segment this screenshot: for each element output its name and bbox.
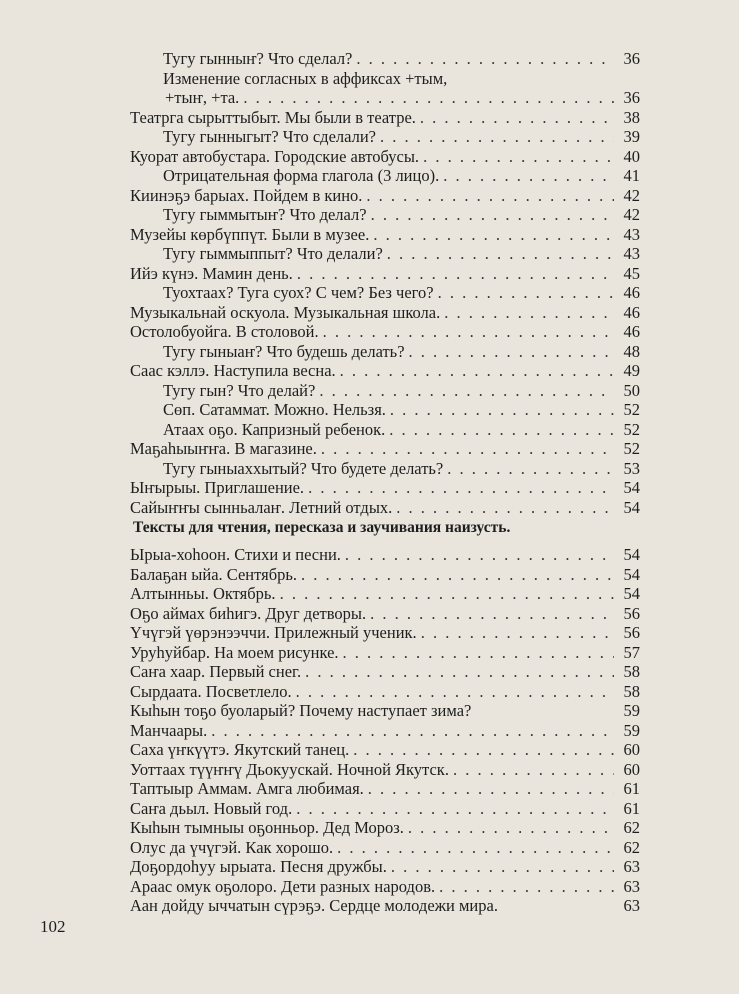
toc-entry-title: Сөп. Сатаммат. Можно. Нельзя.	[163, 400, 386, 419]
dot-leader	[444, 303, 614, 323]
toc-entry-title: Изменение согласных в аффиксах +тым,	[163, 68, 448, 88]
toc-entry-page: 63	[623, 857, 640, 876]
toc-entry-title: Таптыыр Аммам. Амга любимая.	[130, 779, 364, 798]
toc-entry	[130, 69, 640, 89]
toc-entry-title: Саҥа хаар. Первый снег.	[130, 662, 302, 681]
toc-entry-title: Остолобуойга. В столовой.	[130, 322, 319, 341]
dot-leader	[453, 760, 614, 780]
dot-leader	[423, 147, 614, 167]
toc-entry-page: 54	[623, 545, 640, 564]
toc-entry	[130, 701, 640, 721]
table-of-contents-part2	[130, 545, 640, 916]
toc-entry	[130, 896, 640, 916]
toc-entry-title: Тугу гыныаххытый? Что будете делать?	[163, 458, 444, 478]
toc-entry-title: Саха үҥкүүтэ. Якутский танец.	[130, 740, 350, 759]
toc-entry-page: 62	[623, 818, 640, 837]
toc-entry-title: Театрга сырыттыбыт. Мы были в театре.	[130, 107, 416, 127]
dot-leader	[356, 49, 614, 69]
toc-entry	[130, 225, 640, 245]
toc-entry-title: Оҕо аймах биһигэ. Друг детворы.	[130, 603, 367, 623]
toc-entry	[130, 264, 640, 284]
toc-entry	[130, 244, 640, 264]
toc-entry-page: 58	[623, 662, 640, 681]
toc-entry	[130, 721, 640, 741]
toc-entry-title: Тугу гын? Что делай?	[163, 380, 316, 400]
toc-entry-page: 54	[623, 478, 640, 497]
toc-entry	[130, 779, 640, 799]
dot-leader	[297, 264, 614, 284]
dot-leader	[211, 721, 614, 741]
table-of-contents-part1	[130, 49, 640, 517]
toc-entry-title: Саҥа дьыл. Новый год.	[130, 798, 293, 818]
dot-leader	[420, 108, 614, 128]
toc-entry	[130, 623, 640, 643]
dot-leader	[409, 342, 614, 362]
toc-entry-title: Маҕаһыыҥҥа. В магазине.	[130, 439, 317, 458]
toc-entry	[130, 303, 640, 323]
toc-entry	[130, 643, 640, 663]
dot-leader	[243, 88, 614, 108]
toc-entry	[130, 342, 640, 362]
toc-entry	[130, 108, 640, 128]
toc-entry-title: Кыһын тымныы оҕонньор. Дед Мороз.	[130, 818, 404, 837]
dot-leader	[396, 498, 614, 518]
toc-entry-title: Тугу гынныгыт? Что сделали?	[163, 127, 376, 146]
toc-entry	[130, 565, 640, 585]
dot-leader	[296, 682, 614, 702]
toc-entry-page: 54	[623, 564, 640, 584]
toc-entry	[130, 283, 640, 303]
dot-leader	[301, 565, 614, 585]
dot-leader	[380, 127, 614, 147]
toc-entry-title: Музейы көрбүппүт. Были в музее.	[130, 224, 370, 244]
toc-entry-title: Олус да үчүгэй. Как хорошо.	[130, 837, 334, 857]
dot-leader	[438, 283, 614, 303]
toc-entry	[130, 857, 640, 877]
toc-entry-title: Сырдаата. Посветлело.	[130, 681, 292, 701]
toc-entry	[130, 740, 640, 760]
toc-entry-title: Киинэҕэ барыах. Пойдем в кино.	[130, 185, 363, 205]
toc-entry-title: Кыһын тоҕо буоларый? Почему наступает зима?	[130, 701, 472, 720]
toc-entry	[130, 361, 640, 381]
toc-entry	[130, 682, 640, 702]
dot-leader	[390, 400, 614, 420]
toc-entry-page: 46	[623, 302, 640, 322]
toc-entry	[130, 478, 640, 498]
toc-entry	[130, 127, 640, 147]
toc-entry	[130, 838, 640, 858]
dot-leader	[308, 478, 614, 498]
toc-entry-title: Сайыҥҥы сынньалаҥ. Летний отдых.	[130, 497, 393, 517]
toc-entry-page: 52	[623, 419, 640, 439]
dot-leader	[443, 166, 614, 186]
toc-entry-page: 63	[623, 896, 640, 915]
dot-leader	[321, 439, 614, 459]
toc-entry	[130, 322, 640, 342]
toc-entry-title: Куорат автобустара. Городские автобусы.	[130, 146, 420, 166]
dot-leader	[371, 205, 614, 225]
page-number: 102	[40, 917, 66, 936]
dot-leader	[323, 322, 614, 342]
toc-entry-page: 62	[623, 837, 640, 857]
toc-entry	[130, 166, 640, 186]
toc-entry-page: 40	[623, 146, 640, 166]
toc-entry	[130, 381, 640, 401]
toc-entry	[130, 400, 640, 420]
toc-entry-page: 36	[623, 88, 640, 107]
dot-leader	[340, 361, 614, 381]
toc-entry-title: Атаах оҕо. Капризный ребенок.	[163, 419, 386, 439]
dot-leader	[408, 818, 614, 838]
dot-leader	[366, 186, 614, 206]
toc-entry-page: 46	[623, 322, 640, 341]
dot-leader	[421, 623, 614, 643]
toc-entry	[130, 439, 640, 459]
toc-entry	[130, 545, 640, 565]
toc-entry-page: 54	[623, 584, 640, 603]
dot-leader	[391, 857, 614, 877]
dot-leader	[343, 643, 614, 663]
toc-entry-page: 39	[623, 127, 640, 146]
dot-leader	[447, 459, 614, 479]
toc-entry	[130, 420, 640, 440]
toc-entry-title: Уруһуйбар. На моем рисунке.	[130, 642, 339, 662]
dot-leader	[389, 420, 614, 440]
toc-entry-title: Тугу гыныаҥ? Что будешь делать?	[163, 341, 405, 361]
toc-entry-title: Балаҕан ыйа. Сентябрь.	[130, 564, 298, 584]
toc-entry	[130, 49, 640, 69]
toc-entry-title: Үчүгэй үөрэнээччи. Прилежный ученик.	[130, 623, 417, 642]
dot-leader	[368, 779, 614, 799]
toc-entry-title: Саас кэллэ. Наступила весна.	[130, 361, 336, 380]
toc-entry-page: 61	[623, 798, 640, 818]
toc-entry-page: 46	[623, 283, 640, 302]
dot-leader	[280, 584, 614, 604]
toc-entry-title: Тугу гынныҥ? Что сделал?	[163, 49, 353, 68]
toc-entry-page: 57	[623, 642, 640, 662]
toc-entry	[130, 760, 640, 780]
toc-entry	[130, 88, 640, 108]
dot-leader	[387, 244, 614, 264]
section-title: Тексты для чтения, пересказа и заучивания наизусть.	[133, 519, 511, 536]
toc-entry	[130, 799, 640, 819]
toc-entry-page: 63	[623, 876, 640, 896]
toc-entry-title: Туохтаах? Туга суох? С чем? Без чего?	[163, 283, 434, 302]
toc-entry-page: 43	[623, 244, 640, 263]
toc-entry-page: 42	[623, 185, 640, 205]
toc-entry-page: 56	[623, 623, 640, 642]
toc-entry-title: Ырыа-хоһоон. Стихи и песни.	[130, 545, 341, 564]
toc-entry-page: 42	[623, 205, 640, 224]
dot-leader	[305, 662, 614, 682]
toc-entry-page: 52	[623, 439, 640, 458]
toc-entry	[130, 205, 640, 225]
toc-entry-title: Ийэ күнэ. Мамин день.	[130, 263, 293, 283]
toc-entry	[130, 818, 640, 838]
dot-leader	[296, 799, 614, 819]
toc-entry-title: Тугу гыммыппыт? Что делали?	[163, 244, 383, 263]
toc-entry-title: Доҕордоһуу ырыата. Песня дружбы.	[130, 857, 387, 876]
toc-entry-title: Ыҥырыы. Приглашение.	[130, 478, 305, 497]
dot-leader	[319, 381, 614, 401]
toc-entry-title: Аан дойду ыччатын сүрэҕэ. Сердце молодежи мира.	[130, 896, 498, 915]
toc-entry-page: 52	[623, 400, 640, 419]
dot-leader	[370, 604, 614, 624]
toc-entry	[130, 604, 640, 624]
dot-leader	[345, 545, 614, 565]
toc-entry	[130, 459, 640, 479]
toc-entry-page: 60	[623, 759, 640, 779]
toc-entry-page: 41	[623, 166, 640, 185]
toc-entry	[130, 877, 640, 897]
toc-entry-page: 50	[623, 380, 640, 400]
dot-leader	[373, 225, 614, 245]
toc-entry-title: +тыҥ, +та.	[165, 88, 240, 107]
toc-entry-title: Тугу гыммытыҥ? Что делал?	[163, 205, 367, 224]
toc-entry-page: 54	[623, 497, 640, 517]
toc-entry-title: Музыкальнай оскуола. Музыкальная школа.	[130, 302, 441, 322]
dot-leader	[337, 838, 614, 858]
toc-entry-page: 58	[623, 681, 640, 701]
toc-entry-page: 45	[623, 263, 640, 283]
toc-entry-page: 59	[623, 720, 640, 740]
toc-entry-title: Араас омук оҕолоро. Дети разных народов.	[130, 876, 436, 896]
toc-entry-title: Отрицательная форма глагола (3 лицо).	[163, 166, 440, 185]
toc-entry-title: Алтынньы. Октябрь.	[130, 584, 276, 603]
toc-entry	[130, 584, 640, 604]
dot-leader	[353, 740, 614, 760]
toc-entry-page: 43	[623, 224, 640, 244]
toc-entry-page: 49	[623, 361, 640, 380]
toc-entry-page: 38	[623, 107, 640, 127]
toc-entry-page: 59	[623, 701, 640, 720]
toc-entry	[130, 147, 640, 167]
toc-entry-page: 48	[623, 341, 640, 361]
toc-entry-page: 60	[623, 740, 640, 759]
toc-entry	[130, 662, 640, 682]
toc-entry	[130, 498, 640, 518]
toc-entry-title: Манчаары.	[130, 720, 208, 740]
toc-entry-page: 61	[623, 779, 640, 798]
toc-entry-page: 53	[623, 458, 640, 478]
toc-entry-page: 36	[623, 49, 640, 68]
toc-entry	[130, 186, 640, 206]
toc-entry-title: Уоттаах түүҥҥү Дьокуускай. Ночной Якутск.	[130, 759, 449, 779]
dot-leader	[439, 877, 614, 897]
toc-entry-page: 56	[623, 603, 640, 623]
